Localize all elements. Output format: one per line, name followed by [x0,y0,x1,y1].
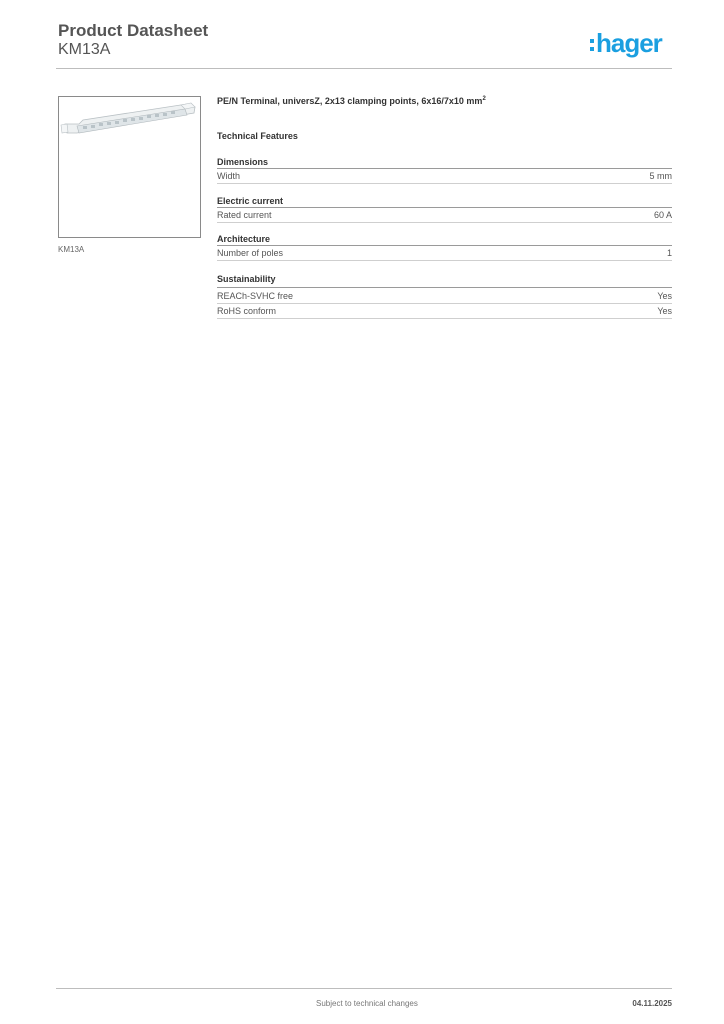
unit-superscript: 2 [482,96,486,102]
logo-dots-icon [590,39,594,51]
group-title-electric-current: Electric current [217,196,284,206]
feature-value: 1 [666,248,672,258]
group-title-architecture: Architecture [217,234,271,244]
row-divider [217,222,672,223]
row-divider [217,318,672,319]
feature-row-rated-current [217,208,672,222]
product-description [217,96,486,106]
group-divider [217,287,672,288]
row-divider [217,183,672,184]
feature-label: Rated current [217,210,272,220]
feature-row-reach-svhc-free [217,289,672,303]
page-title: Product Datasheet [58,21,209,40]
feature-row-number-of-poles [217,246,672,260]
feature-row-rohs-conform [217,304,672,318]
brand-logo [590,28,662,58]
product-code: KM13A [58,41,111,58]
footer-date: 04.11.2025 [632,999,672,1008]
feature-row-width [217,169,672,183]
feature-label: Number of poles [217,248,284,258]
header-divider [56,68,672,69]
product-description-text: PE/N Terminal, universZ, 2x13 clamping points, 6x16/7x10 mm [217,96,483,106]
feature-label: Width [217,171,241,181]
group-title-dimensions: Dimensions [217,157,269,167]
terminal-block-image [59,97,202,239]
footer-divider [56,988,672,989]
feature-label: REACh-SVHC free [217,291,294,301]
brand-name: hager [596,28,662,58]
technical-features-heading: Technical Features [217,131,298,141]
feature-value: Yes [657,306,672,316]
group-title-sustainability: Sustainability [217,274,276,284]
product-image-frame [58,96,201,238]
image-caption: KM13A [58,245,85,254]
feature-label: RoHS conform [217,306,277,316]
row-divider [217,260,672,261]
feature-value: 5 mm [649,171,672,181]
feature-value: 60 A [653,210,672,220]
feature-value: Yes [657,291,672,301]
footer-note: Subject to technical changes [316,999,418,1008]
